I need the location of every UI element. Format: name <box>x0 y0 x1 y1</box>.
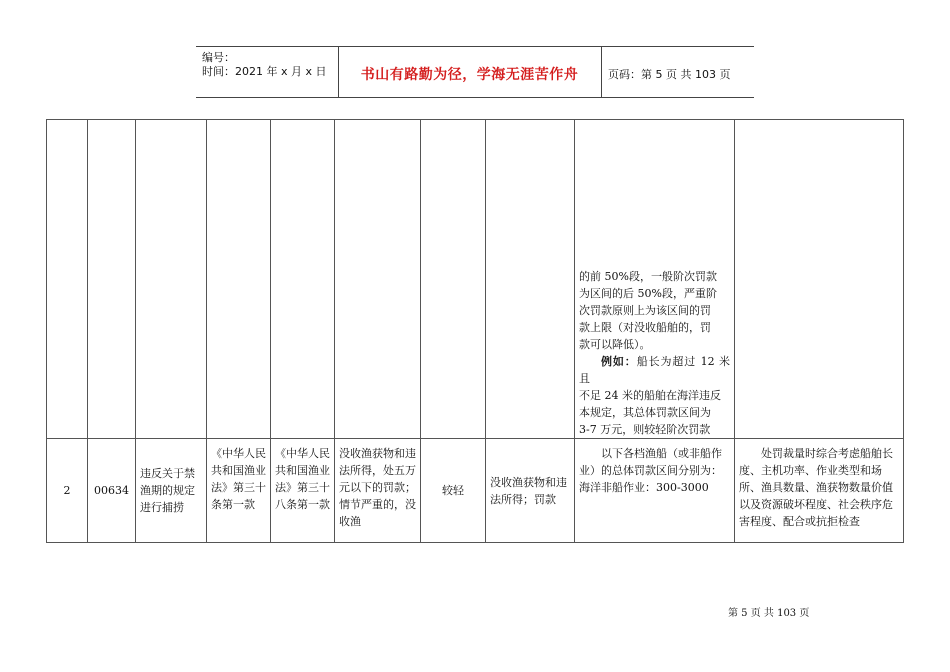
header-divider <box>601 47 602 97</box>
factors-cell <box>735 439 904 543</box>
rule-line: 次罚款原则上为该区间的罚 <box>579 304 711 317</box>
time-label: 时间：2021 年 x 月 x 日 <box>202 65 327 78</box>
table-cell-rules <box>575 120 735 439</box>
rule-line: 为区间的后 50%段，严重阶 <box>579 287 717 300</box>
example-line <box>579 353 730 387</box>
penalty-cell <box>335 439 421 543</box>
example-line: 不足 24 米的船舶在海洋违反 <box>579 389 721 402</box>
table-cell <box>335 120 421 439</box>
detail-line: 海洋非船作业：300-3000 <box>579 481 709 494</box>
basis2-cell <box>271 439 335 543</box>
table-cell <box>207 120 271 439</box>
table-cell <box>735 120 904 439</box>
basis1-text: 《中华人民共和国渔业法》第三十条第一款 <box>211 447 266 511</box>
basis1-cell <box>207 439 271 543</box>
detail-line: 以下各档渔船（或非船作业）的总体罚款区间分别为： <box>579 447 722 477</box>
standard-cell <box>486 439 575 543</box>
seq-cell: 2 <box>47 439 88 543</box>
rule-line: 的前 50%段，一般阶次罚款 <box>579 270 717 283</box>
example-label: 例如： <box>601 355 637 368</box>
table-cell <box>486 120 575 439</box>
rule-line: 款上限（对没收船舶的，罚 <box>579 321 711 334</box>
code-label: 编号： <box>202 51 235 64</box>
penalty-table <box>46 119 904 543</box>
example-line: 3-7 万元，则较轻阶次罚款 <box>579 423 711 436</box>
table-row <box>47 120 904 439</box>
page-footer: 第 5 页 共 103 页 <box>728 608 810 619</box>
table-cell <box>136 120 207 439</box>
table-row <box>47 439 904 543</box>
example-line: 本规定，其总体罚款区间为 <box>579 406 711 419</box>
item-cell <box>136 439 207 543</box>
code-cell: 00634 <box>88 439 136 543</box>
table-cell <box>47 120 88 439</box>
item-text: 违反关于禁渔期的规定进行捕捞 <box>140 467 195 514</box>
penalty-text: 没收渔获物和违法所得，处五万元以下的罚款；情节严重的，没收渔 <box>339 447 416 528</box>
page-header <box>196 46 754 98</box>
header-motto: 书山有路勤为径，学海无涯苦作舟 <box>360 67 579 83</box>
table-cell <box>88 120 136 439</box>
detail-cell <box>575 439 735 543</box>
standard-text: 没收渔获物和违法所得；罚款 <box>490 475 567 506</box>
example-text: 船长为超过 12 米且 <box>579 355 730 385</box>
table-cell <box>271 120 335 439</box>
table-cell <box>421 120 486 439</box>
level-cell: 较轻 <box>421 439 486 543</box>
header-meta <box>202 51 327 79</box>
header-page-label: 页码：第 5 页 共 103 页 <box>608 68 731 81</box>
factors-text: 处罚裁量时综合考虑船舶长度、主机功率、作业类型和场所、渔具数量、渔获物数量价值以及资源破坏程度、社会秩序危害程度、配合或抗拒检查 <box>739 447 893 528</box>
basis2-text: 《中华人民共和国渔业法》第三十八条第一款 <box>275 447 330 511</box>
rule-line: 款可以降低）。 <box>579 338 651 351</box>
